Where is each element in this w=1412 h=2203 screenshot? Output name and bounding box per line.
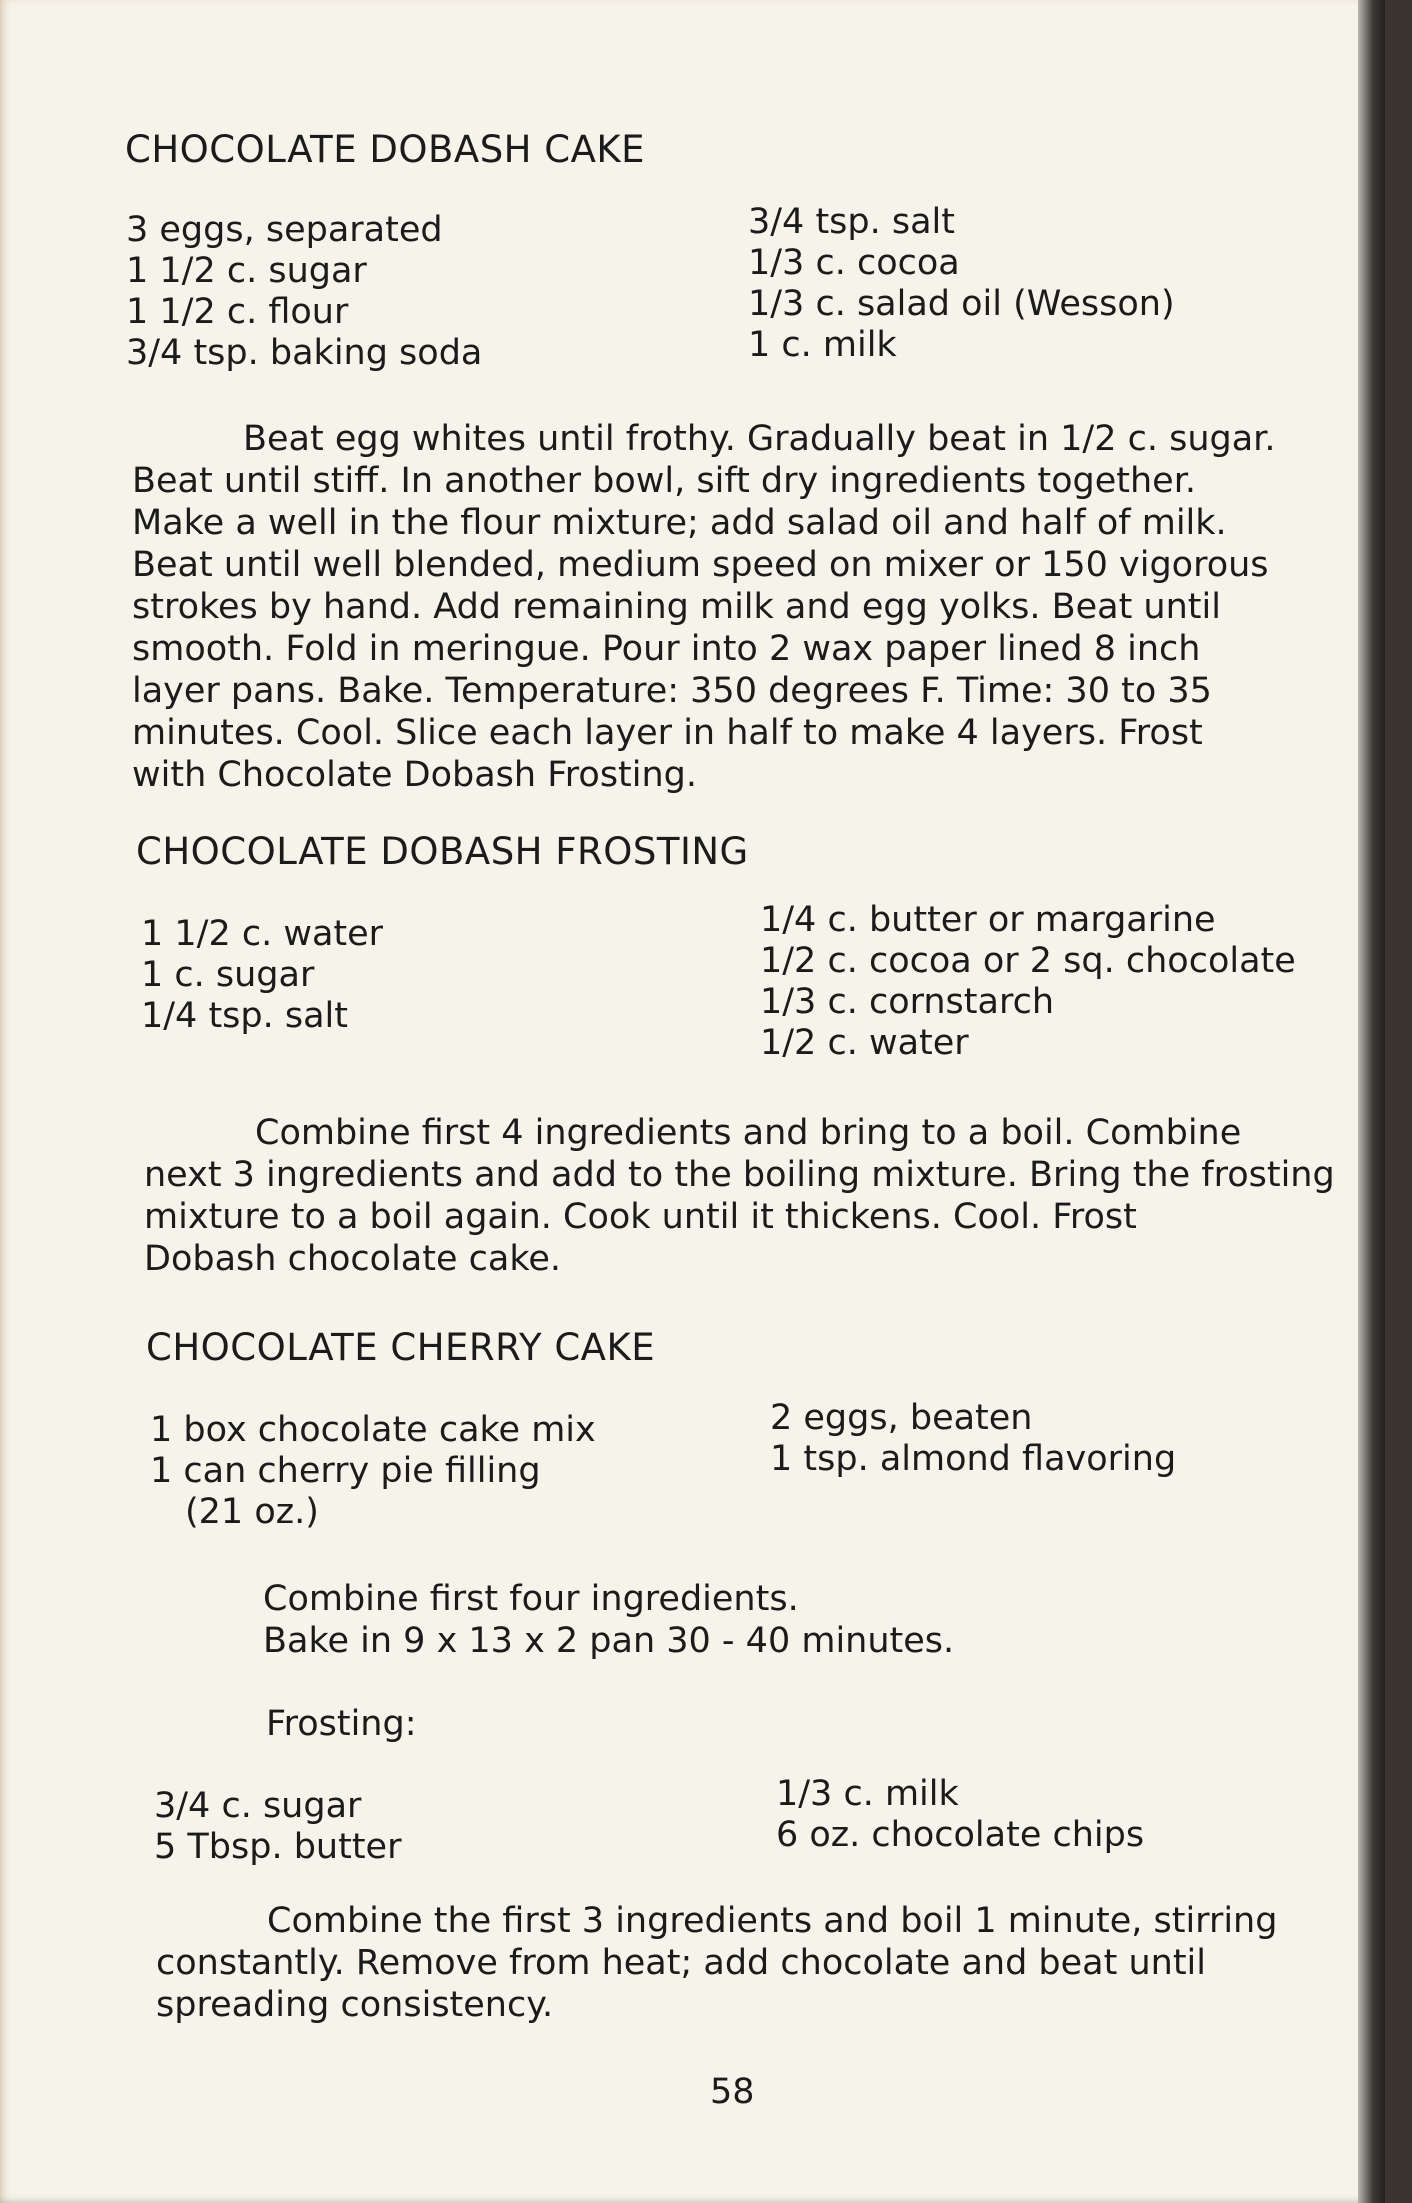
page-number: 58 — [710, 2072, 755, 2112]
recipe-title: CHOCOLATE CHERRY CAKE — [146, 1326, 656, 1369]
ingredient: 5 Tbsp. butter — [154, 1827, 402, 1867]
ingredient: 6 oz. chocolate chips — [776, 1815, 1145, 1855]
ingredient-list-right — [748, 202, 1175, 366]
ingredient-list-right — [770, 1398, 1176, 1480]
direction-line: Beat egg whites until frothy. Gradually beat in 1/2 c. sugar. — [243, 419, 1276, 459]
frosting-label: Frosting: — [266, 1704, 417, 1744]
ingredient: 1 1/2 c. flour — [126, 292, 349, 332]
recipe-title: CHOCOLATE DOBASH FROSTING — [136, 830, 749, 873]
ingredient: 3 eggs, separated — [126, 210, 443, 250]
direction-line: Beat until well blended, medium speed on mixer or 150 vigorous — [132, 545, 1269, 585]
ingredient-note: (21 oz.) — [185, 1492, 319, 1532]
direction-line: Beat until stiff. In another bowl, sift dry ingredients together. — [132, 461, 1197, 501]
recipe-directions — [144, 1112, 1335, 1280]
direction-line: constantly. Remove from heat; add chocolate and beat until — [156, 1943, 1206, 1983]
ingredient: 1 c. milk — [748, 325, 897, 365]
direction-line: mixture to a boil again. Cook until it thickens. Cool. Frost — [144, 1197, 1137, 1237]
ingredient: 1/3 c. cocoa — [748, 243, 960, 283]
ingredient: 3/4 tsp. baking soda — [126, 333, 483, 373]
direction-line: with Chocolate Dobash Frosting. — [132, 755, 698, 795]
ingredient: 1 can cherry pie filling — [150, 1451, 541, 1491]
ingredient: 1 1/2 c. water — [141, 914, 384, 954]
ingredient: 2 eggs, beaten — [770, 1398, 1033, 1438]
ingredient: 1/4 tsp. salt — [141, 996, 349, 1036]
recipe-directions — [263, 1578, 954, 1662]
ingredient-list-left — [126, 210, 482, 374]
direction-line: spreading consistency. — [156, 1985, 554, 2025]
ingredient: 1/2 c. cocoa or 2 sq. chocolate — [760, 941, 1296, 981]
frosting-directions — [156, 1900, 1277, 2026]
direction-line: strokes by hand. Add remaining milk and egg yolks. Beat until — [132, 587, 1221, 627]
direction-line: minutes. Cool. Slice each layer in half to make 4 layers. Frost — [132, 713, 1203, 753]
frosting-list-left — [154, 1786, 401, 1868]
direction-line: layer pans. Bake. Temperature: 350 degrees F. Time: 30 to 35 — [132, 671, 1212, 711]
ingredient-list-left — [150, 1410, 596, 1533]
ingredient: 1 tsp. almond flavoring — [770, 1439, 1177, 1479]
recipe-title: CHOCOLATE DOBASH CAKE — [125, 128, 646, 171]
direction-line: smooth. Fold in meringue. Pour into 2 wax paper lined 8 inch — [132, 629, 1201, 669]
direction-line: next 3 ingredients and add to the boiling mixture. Bring the frosting — [144, 1155, 1335, 1195]
ingredient: 1/3 c. cornstarch — [760, 982, 1055, 1022]
frosting-list-right — [776, 1774, 1144, 1856]
ingredient: 1/2 c. water — [760, 1023, 969, 1063]
ingredient: 1 c. sugar — [141, 955, 315, 995]
direction-line: Make a well in the flour mixture; add salad oil and half of milk. — [132, 503, 1227, 543]
ingredient-list-left — [141, 914, 383, 1037]
direction-line: Combine first 4 ingredients and bring to a boil. Combine — [255, 1113, 1242, 1153]
ingredient: 3/4 tsp. salt — [748, 202, 956, 242]
ingredient: 1/3 c. milk — [776, 1774, 959, 1814]
direction-line: Combine first four ingredients. — [263, 1579, 799, 1619]
ingredient: 1/3 c. salad oil (Wesson) — [748, 284, 1175, 324]
direction-line: Combine the first 3 ingredients and boil 1 minute, stirring — [267, 1901, 1278, 1941]
ingredient: 3/4 c. sugar — [154, 1786, 362, 1826]
ingredient: 1 box chocolate cake mix — [150, 1410, 596, 1450]
ingredient: 1 1/2 c. sugar — [126, 251, 367, 291]
ingredient: 1/4 c. butter or margarine — [760, 900, 1216, 940]
direction-line: Bake in 9 x 13 x 2 pan 30 - 40 minutes. — [263, 1621, 955, 1661]
page-edge-shadow — [1358, 0, 1385, 2203]
ingredient-list-right — [760, 900, 1296, 1064]
direction-line: Dobash chocolate cake. — [144, 1239, 561, 1279]
recipe-directions — [132, 418, 1275, 796]
